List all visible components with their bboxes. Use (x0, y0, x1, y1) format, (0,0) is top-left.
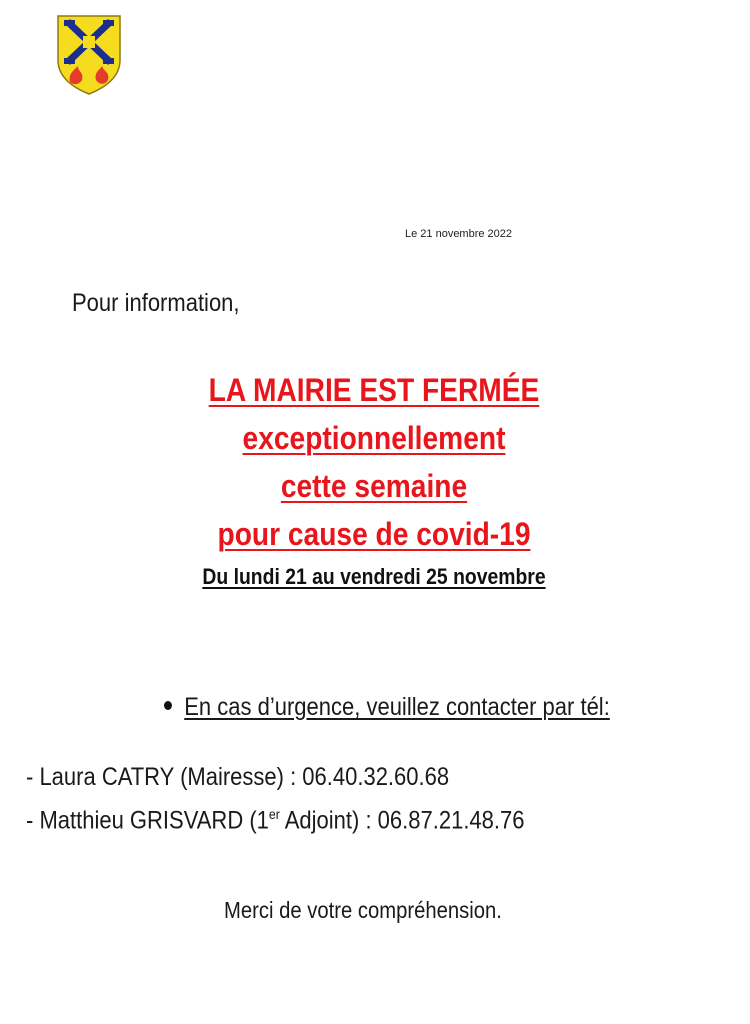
letter-date: Le 21 novembre 2022 (405, 228, 513, 240)
greeting: Pour information, (72, 289, 240, 317)
coat-of-arms-icon (56, 14, 122, 96)
contact-mayor: - Laura CATRY (Mairesse) : 06.40.32.60.68 (26, 763, 450, 791)
closure-headline (0, 366, 748, 558)
headline-line: cette semaine (280, 468, 468, 504)
thanks-line: Merci de votre compréhension. (224, 897, 502, 923)
urgent-contact-line: En cas d’urgence, veuillez contacter par tél: (164, 693, 610, 722)
closure-period: Du lundi 21 au vendredi 25 novembre (202, 564, 546, 589)
headline-line: pour cause de covid-19 (217, 516, 531, 552)
bullet-dot (164, 701, 172, 710)
contact-deputy: - Matthieu GRISVARD (1er Adjoint) : 06.87.21.48.76 (26, 806, 525, 835)
headline-line: exceptionnellement (242, 420, 506, 456)
headline-line: LA MAIRIE EST FERMÉE (208, 372, 540, 408)
